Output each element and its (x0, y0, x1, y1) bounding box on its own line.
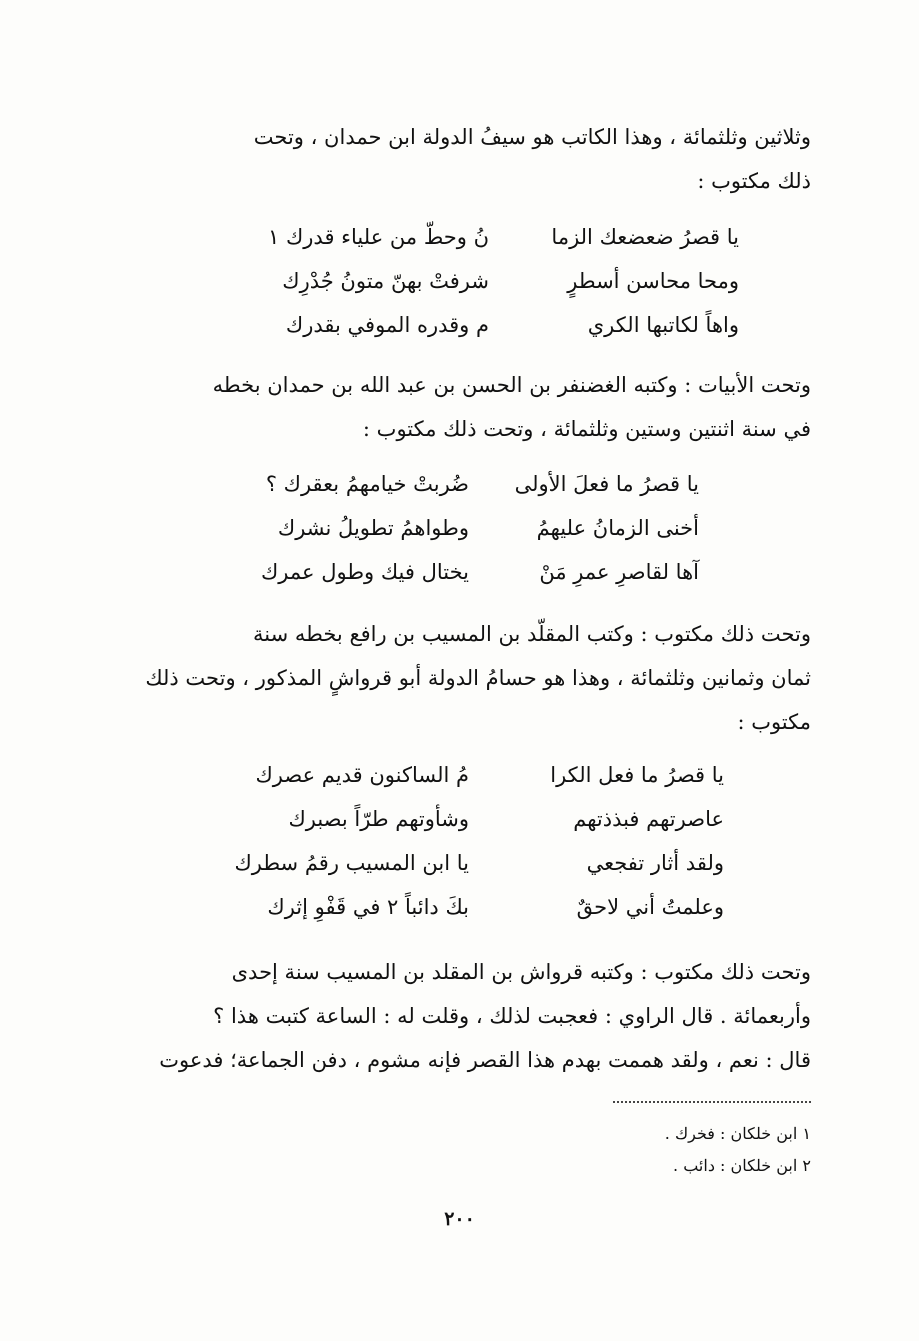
verse-line (261, 550, 699, 594)
text-line: ثمان وثمانين وثلثمائة ، وهذا هو حسامُ الدولة أبو قرواشٍ المذكور ، وتحت ذلك (145, 666, 811, 690)
verse-block-2 (261, 462, 699, 594)
verse-line (268, 215, 739, 259)
text-line: مكتوب : (737, 710, 811, 734)
verse-line (261, 462, 699, 506)
footnote-1: ١ ابن خلكان : فخرك . (664, 1124, 811, 1143)
text-line: وتحت ذلك مكتوب : وكتب المقلّد بن المسيب بن رافع بخطه سنة (253, 622, 811, 646)
text-line: وتحت الأبيات : وكتبه الغضنفر بن الحسن بن عبد الله بن حمدان بخطه (212, 373, 811, 397)
verse-second-hemistich: وطواهمُ تطويلُ نشرك (277, 516, 469, 540)
verse-second-hemistich: يختال فيك وطول عمرك (260, 560, 469, 584)
verse-second-hemistich: مُ الساكنون قديم عصرك (255, 763, 469, 787)
verse-first-hemistich: آها لقاصرِ عمرِ مَنْ (539, 560, 699, 584)
verse-first-hemistich: يا قصرُ ما فعلَ الأولى (514, 472, 699, 496)
text-line: قال : نعم ، ولقد هممت بهدم هذا القصر فإنه مشوم ، دفن الجماعة؛ فدعوت (159, 1048, 811, 1072)
verse-line (268, 259, 739, 303)
verse-line (268, 303, 739, 347)
verse-second-hemistich: وشأوتهم طرّاً بصبرك (288, 807, 469, 831)
text-line: وثلاثين وثلثمائة ، وهذا الكاتب هو سيفُ الدولة ابن حمدان ، وتحت (253, 125, 811, 149)
paragraph-3 (108, 612, 811, 744)
verse-first-hemistich: عاصرتهم فبذذتهم (573, 807, 724, 831)
paragraph-1 (108, 115, 811, 203)
verse-first-hemistich: يا قصرُ ضعضعك الزما (551, 225, 739, 249)
verse-second-hemistich: م وقدره الموفي بقدرك (285, 313, 489, 337)
verse-line (234, 753, 724, 797)
verse-first-hemistich: أخنى الزمانُ عليهمُ (536, 516, 699, 540)
text-line: وتحت ذلك مكتوب : وكتبه قرواش بن المقلد بن المسيب سنة إحدى (231, 960, 811, 984)
verse-second-hemistich: يا ابن المسيب رقمُ سطرك (234, 851, 469, 875)
verse-second-hemistich: ضُربتْ خيامهمُ بعقرك ؟ (265, 472, 469, 496)
verse-first-hemistich: وعلمتُ أني لاحقٌ (576, 895, 724, 919)
verse-first-hemistich: يا قصرُ ما فعل الكرا (550, 763, 724, 787)
page-number: ٢٠٠ (444, 1208, 475, 1230)
footnote-2: ٢ ابن خلكان : دائب . (673, 1156, 811, 1175)
verse-block-3 (234, 753, 724, 929)
verse-block-1 (268, 215, 739, 347)
verse-first-hemistich: ولقد أثار تفجعي (586, 851, 724, 875)
paragraph-4 (108, 950, 811, 1082)
verse-second-hemistich: شرفتْ بهنّ متونُ جُدْرِك (282, 269, 489, 293)
verse-first-hemistich: ومحا محاسن أسطرٍ (567, 269, 739, 293)
verse-second-hemistich: نُ وحطّ من علياء قدرك ١ (268, 225, 489, 249)
paragraph-2 (108, 363, 811, 451)
verse-line (261, 506, 699, 550)
footnote-separator (613, 1101, 811, 1103)
verse-first-hemistich: واهاً لكاتبها الكري (587, 313, 739, 337)
verse-line (234, 841, 724, 885)
verse-second-hemistich: بكَ دائباً ٢ في قَفْوِ إثرك (267, 895, 469, 919)
verse-line (234, 885, 724, 929)
text-line: وأربعمائة . قال الراوي : فعجبت لذلك ، وقلت له : الساعة كتبت هذا ؟ (213, 1004, 811, 1028)
text-line: ذلك مكتوب : (697, 169, 811, 193)
verse-line (234, 797, 724, 841)
text-line: في سنة اثنتين وستين وثلثمائة ، وتحت ذلك مكتوب : (362, 417, 811, 441)
